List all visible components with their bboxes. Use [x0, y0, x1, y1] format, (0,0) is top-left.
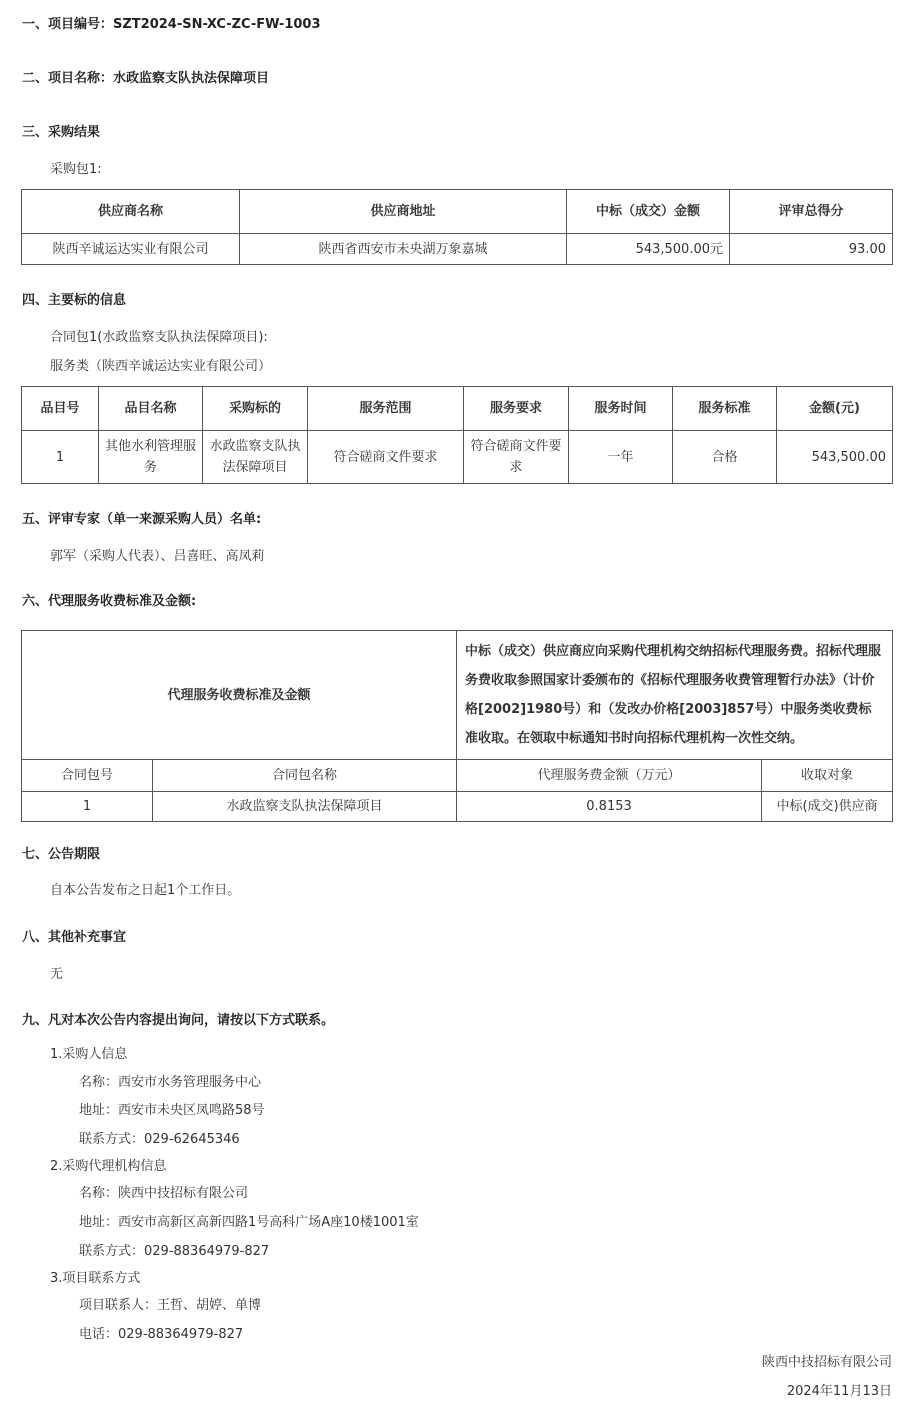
expert-heading: 五、评审专家（单一来源采购人员）名单:: [22, 512, 262, 527]
subject-table-header: [22, 387, 893, 431]
buyer-phone: 联系方式：029-62645346: [79, 1132, 240, 1147]
subject-requirement: 符合磋商文件要求: [464, 431, 569, 484]
project-name-value: 水政监察支队执法保障项目: [113, 71, 270, 86]
notice-period-heading: 七、公告期限: [22, 847, 101, 862]
result-address: 陕西省西安市未央湖万象嘉城: [240, 234, 567, 265]
table-row: [22, 431, 893, 484]
footer-company: 陕西中技招标有限公司: [761, 1355, 892, 1370]
service-type-line: 服务类（陕西辛诚运达实业有限公司）: [50, 359, 272, 374]
agent-phone: 联系方式：029-88364979-827: [79, 1244, 270, 1259]
fee-header-amount: 代理服务费金额（万元）: [457, 760, 762, 792]
result-header-supplier: 供应商名称: [22, 190, 240, 234]
subject-table: [21, 386, 893, 484]
agency-fee-heading: 六、代理服务收费标准及金额:: [22, 594, 197, 609]
subject-amount: 543,500.00: [777, 431, 893, 484]
result-header-address: 供应商地址: [240, 190, 567, 234]
result-amount: 543,500.00元: [567, 234, 730, 265]
buyer-address: 地址：西安市未央区凤鸣路58号: [79, 1103, 265, 1118]
project-number-value: SZT2024-SN-XC-ZC-FW-1003: [113, 17, 321, 32]
fee-header-package-no: 合同包号: [22, 760, 153, 792]
subject-scope: 符合磋商文件要求: [308, 431, 464, 484]
agency-fee-table: [21, 630, 893, 822]
package-label: 采购包1:: [50, 162, 102, 177]
procurement-result-heading: 三、采购结果: [22, 125, 101, 140]
agent-info-title: 2.采购代理机构信息: [50, 1159, 167, 1174]
main-subject-heading: 四、主要标的信息: [22, 293, 127, 308]
footer-date: 2024年11月13日: [786, 1384, 892, 1399]
subject-header-target: 采购标的: [203, 387, 308, 431]
project-contact-phone: 电话：029-88364979-827: [79, 1327, 244, 1342]
fee-package-name: 水政监察支队执法保障项目: [153, 792, 457, 822]
notice-period-text: 自本公告发布之日起1个工作日。: [50, 883, 241, 898]
contact-heading: 九、凡对本次公告内容提出询问，请按以下方式联系。: [22, 1013, 335, 1028]
subject-standard: 合格: [673, 431, 777, 484]
fee-header-package-name: 合同包名称: [153, 760, 457, 792]
agency-fee-description: 中标（成交）供应商应向采购代理机构交纳招标代理服务费。招标代理服务费收取参照国家计委颁布的《招标代理服务收费管理暂行办法》（计价格[2002]1980号）和（发改办价格[2003]857号）中服务类收费标准收取。在领取中标通知书时向招标代理机构一次性交纳。: [457, 631, 893, 760]
subject-target: 水政监察支队执法保障项目: [203, 431, 308, 484]
buyer-name: 名称：西安市水务管理服务中心: [79, 1075, 262, 1090]
agency-fee-header: [22, 760, 893, 792]
agency-fee-standard-label: 代理服务收费标准及金额: [22, 631, 457, 760]
agency-fee-standard-row: [22, 631, 893, 760]
project-number-label: 一、项目编号：: [22, 17, 114, 32]
subject-header-name: 品目名称: [99, 387, 203, 431]
subject-header-standard: 服务标准: [673, 387, 777, 431]
project-name-label: 二、项目名称：: [22, 71, 114, 86]
fee-package-no: 1: [22, 792, 153, 822]
other-matters-text: 无: [50, 967, 64, 982]
subject-header-time: 服务时间: [569, 387, 673, 431]
buyer-info-title: 1.采购人信息: [50, 1047, 128, 1062]
subject-header-requirement: 服务要求: [464, 387, 569, 431]
result-table: [21, 189, 893, 265]
subject-header-amount: 金额(元): [777, 387, 893, 431]
fee-header-payer: 收取对象: [762, 760, 893, 792]
agent-address: 地址：西安市高新区高新四路1号高科广场A座10楼1001室: [79, 1215, 419, 1230]
result-score: 93.00: [730, 234, 893, 265]
other-matters-heading: 八、其他补充事宜: [22, 930, 127, 945]
subject-header-scope: 服务范围: [308, 387, 464, 431]
table-row: [22, 792, 893, 822]
table-row: [22, 234, 893, 265]
subject-no: 1: [22, 431, 99, 484]
agent-name: 名称：陕西中技招标有限公司: [79, 1186, 249, 1201]
contract-package-line: 合同包1(水政监察支队执法保障项目):: [50, 330, 268, 345]
subject-header-no: 品目号: [22, 387, 99, 431]
expert-names: 郭军（采购人代表）、吕喜旺、高凤莉: [50, 549, 265, 564]
subject-name: 其他水利管理服务: [99, 431, 203, 484]
subject-time: 一年: [569, 431, 673, 484]
result-header-amount: 中标（成交）金额: [567, 190, 730, 234]
result-table-header: [22, 190, 893, 234]
result-header-score: 评审总得分: [730, 190, 893, 234]
fee-amount: 0.8153: [457, 792, 762, 822]
project-contact-people: 项目联系人：王哲、胡婷、单博: [79, 1298, 262, 1313]
project-number: [22, 13, 321, 32]
fee-payer: 中标(成交)供应商: [762, 792, 893, 822]
project-contact-title: 3.项目联系方式: [50, 1271, 141, 1286]
project-name: [22, 67, 269, 86]
result-supplier: 陕西辛诚运达实业有限公司: [22, 234, 240, 265]
